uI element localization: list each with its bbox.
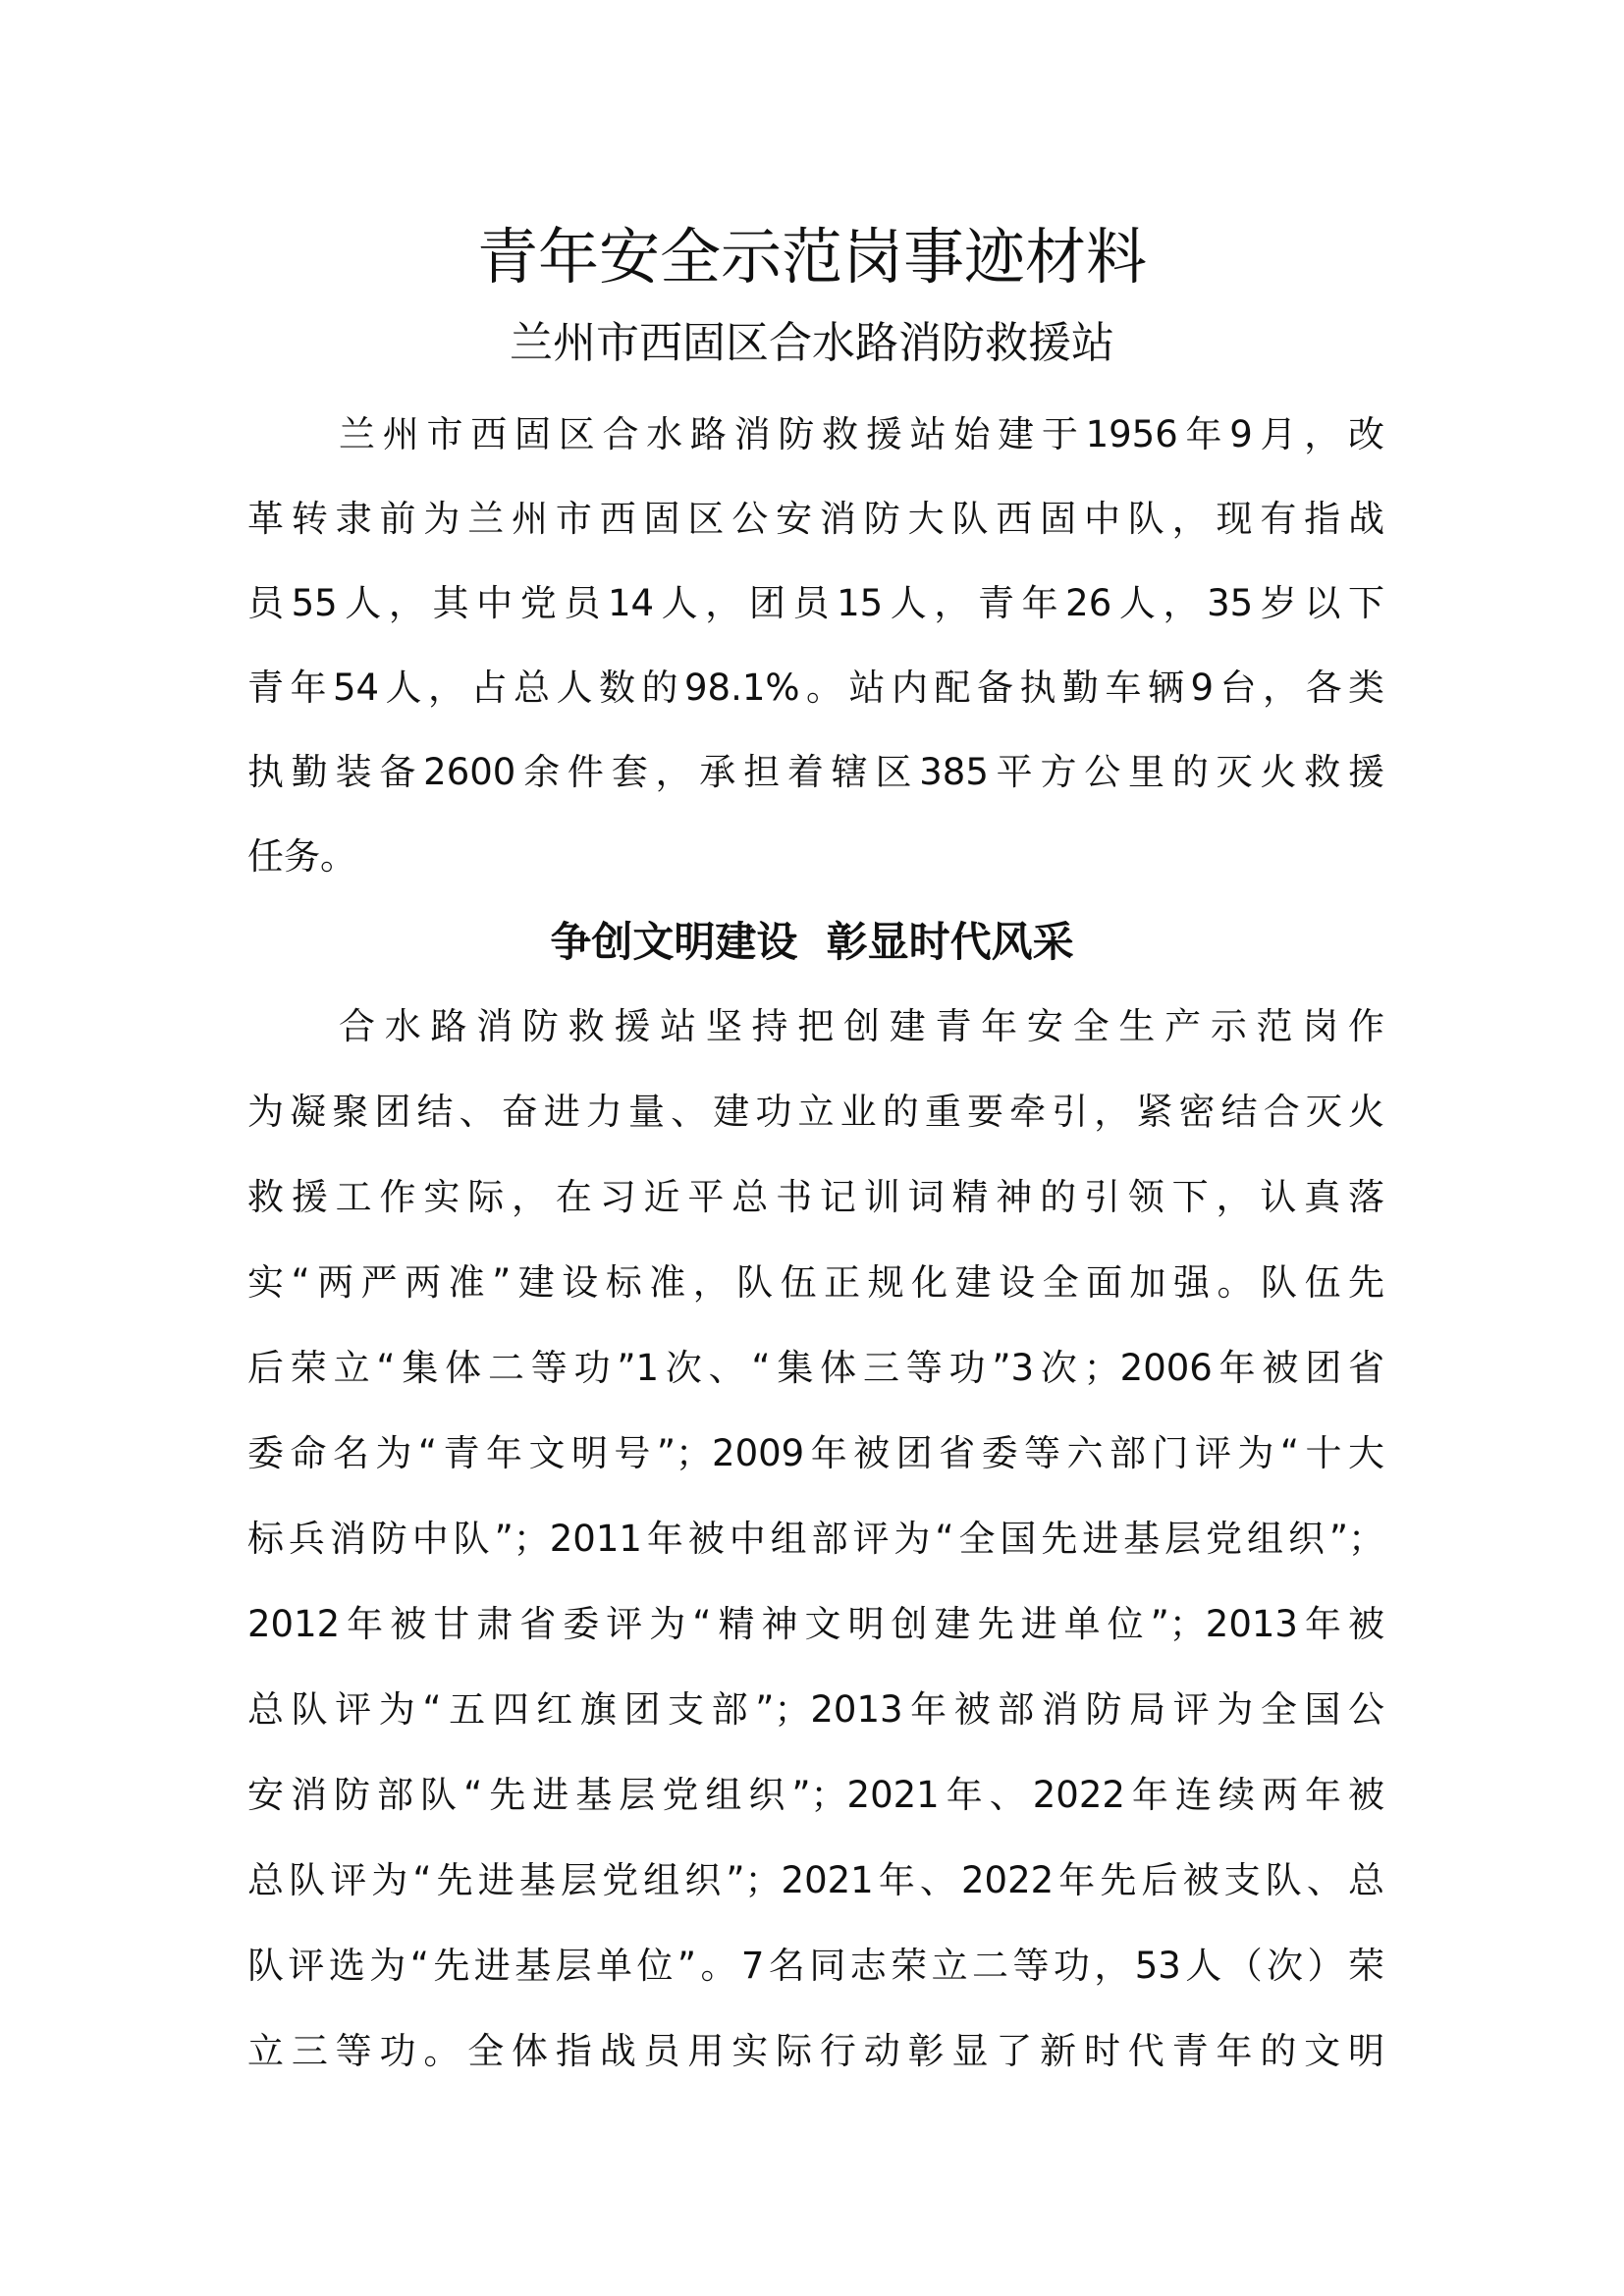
text-line: 标兵消防中队”；2011年被中组部评为“全国先进基层党组织”； [247,1518,1384,1560]
text-line: 实“两严两准”建设标准，队伍正规化建设全面加强。队伍先 [247,1261,1384,1304]
section-heading: 争创文明建设 彰显时代风采 [550,918,1074,966]
text-line: 革转隶前为兰州市西固区公安消防大队西固中队，现有指战 [247,498,1384,540]
text-line: 为凝聚团结、奋进力量、建功立业的重要牵引，紧密结合灭火 [247,1091,1384,1133]
text-line: 总队评为“先进基层党组织”；2021年、2022年先后被支队、总 [247,1859,1384,1901]
text-line: 总队评为“五四红旗团支部”；2013年被部消防局评为全国公 [247,1688,1384,1731]
text-line: 执勤装备2600余件套，承担着辖区385平方公里的灭火救援 [247,751,1384,793]
text-line: 立三等功。全体指战员用实际行动彰显了新时代青年的文明 [247,2030,1384,2072]
document-title: 青年安全示范岗事迹材料 [476,221,1147,293]
text-line: 青年54人，占总人数的98.1%。站内配备执勤车辆9台，各类 [247,667,1384,709]
text-line: 员55人，其中党员14人，团员15人，青年26人，35岁以下 [247,582,1384,624]
text-line: 救援工作实际，在习近平总书记训词精神的引领下，认真落 [247,1176,1384,1218]
text-line: 队评选为“先进基层单位”。7名同志荣立二等功，53人（次）荣 [247,1945,1384,1987]
document-subtitle: 兰州市西固区合水路消防救援站 [510,318,1114,368]
text-line: 安消防部队“先进基层党组织”；2021年、2022年连续两年被 [247,1774,1384,1816]
text-line: 任务。 [247,835,356,878]
text-line: 后荣立“集体二等功”1次、“集体三等功”3次；2006年被团省 [247,1347,1384,1389]
text-line: 兰州市西固区合水路消防救援站始建于1956年9月，改 [339,413,1384,455]
text-line: 合水路消防救援站坚持把创建青年安全生产示范岗作 [339,1005,1384,1047]
text-line: 2012年被甘肃省委评为“精神文明创建先进单位”；2013年被 [247,1603,1384,1645]
text-line: 委命名为“青年文明号”；2009年被团省委等六部门评为“十大 [247,1432,1384,1474]
